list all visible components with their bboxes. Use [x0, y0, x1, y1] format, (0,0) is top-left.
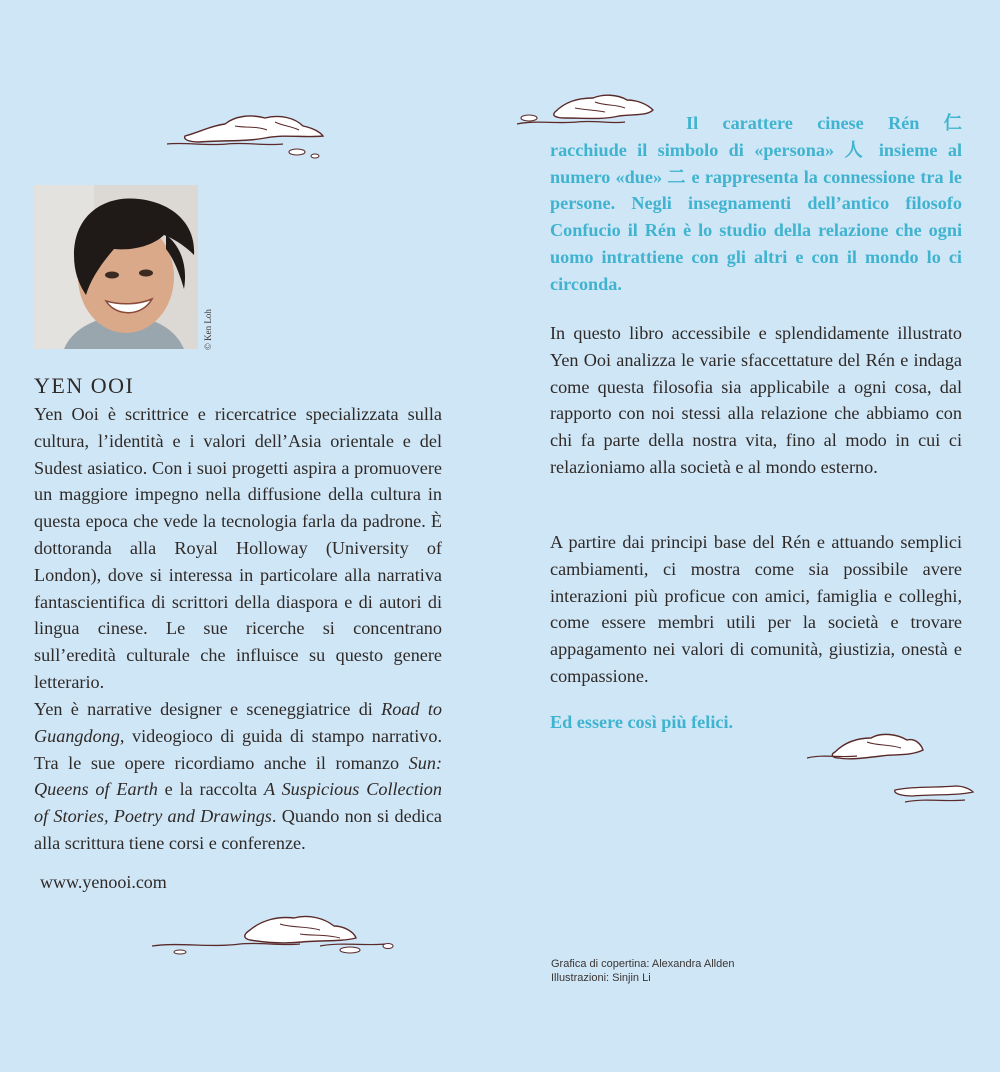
- intro-highlight-paragraph: Il carattere cinese Rén 仁 racchiude il simbolo di «persona» 人 insieme al numero «due» 二 e rappresenta la connessione tra le persone. Negli insegnamenti dell’antico filosofo Confucio il Rén è lo studio della relazione che ogni uomo intrattiene con gli altri e con il mondo lo ci circonda.: [550, 113, 962, 294]
- bio-text: e la raccolta: [157, 779, 264, 800]
- closing-highlight: Ed essere così più felici.: [550, 712, 734, 732]
- photo-credit: © Ken Loh: [203, 309, 213, 350]
- work-title-sun-queens-of-earth: Sun: Queens of Earth: [34, 752, 442, 800]
- author-name: YEN OOI: [34, 373, 135, 398]
- cloud-illustration-bottom-right: [805, 730, 980, 810]
- cloud-illustration-bottom-left: [150, 912, 400, 964]
- work-title-road-to-guangdong: Road to Guangdong: [34, 699, 442, 746]
- cloud-illustration-top-left: [165, 112, 330, 162]
- author-works-paragraph: [34, 696, 442, 857]
- description-paragraph-2: A partire dai principi base del Rén e attuando semplici cambiamenti, ci mostra come sia possibile avere interazioni più proficue con amici, famiglia e colleghi, come essere membri utili per la società e trovare appagamento nei valori di comunità, giustizia, onestà e compassione.: [550, 532, 962, 686]
- cover-credits: [551, 957, 734, 985]
- bio-text: , videogioco di guida di stampo narrativo. Tra le sue opere ricordiamo anche il romanzo: [34, 725, 442, 773]
- author-photo: [34, 185, 198, 349]
- author-bio-paragraph: Yen Ooi è scrittrice e ricercatrice specializzata sulla cultura, l’identità e i valori dell’Asia orientale e del Sudest asiatico. Con i suoi progetti aspira a promuovere un maggiore impegno nella diffusione della cultura in questa epoca che vede la tecnologia farla da padrone. È dottoranda alla Royal Holloway (University of London), dove si interessa in particolare alla narrativa fantascientifica di scrittori della diaspora e di autori di lingua cinese. Le sue ricerche si concentrano sull’eredità culturale che influisce su questo genere letterario.: [34, 404, 442, 692]
- cover-design-credit: Grafica di copertina: Alexandra Allden: [551, 958, 735, 970]
- work-title-suspicious-collection: A Suspicious Collection of Stories, Poetry and Drawings: [34, 779, 442, 827]
- author-website-link[interactable]: www.yenooi.com: [40, 872, 167, 892]
- description-paragraph-1: In questo libro accessibile e splendidamente illustrato Yen Ooi analizza le varie sfaccettature del Rén e indaga come questa filosofia sia applicabile a ogni cosa, dal rapporto con noi stessi alla relazione che abbiamo con chi fa parte della nostra vita, fino al modo in cui ci relazioniamo alla società e al mondo esterno.: [550, 323, 962, 477]
- bio-text: . Quando non si dedica alla scrittura tiene corsi e conferenze.: [34, 806, 443, 853]
- bio-text: Yen è narrative designer e sceneggiatrice di: [34, 699, 382, 719]
- illustrations-credit: Illustrazioni: Sinjin Li: [551, 972, 651, 984]
